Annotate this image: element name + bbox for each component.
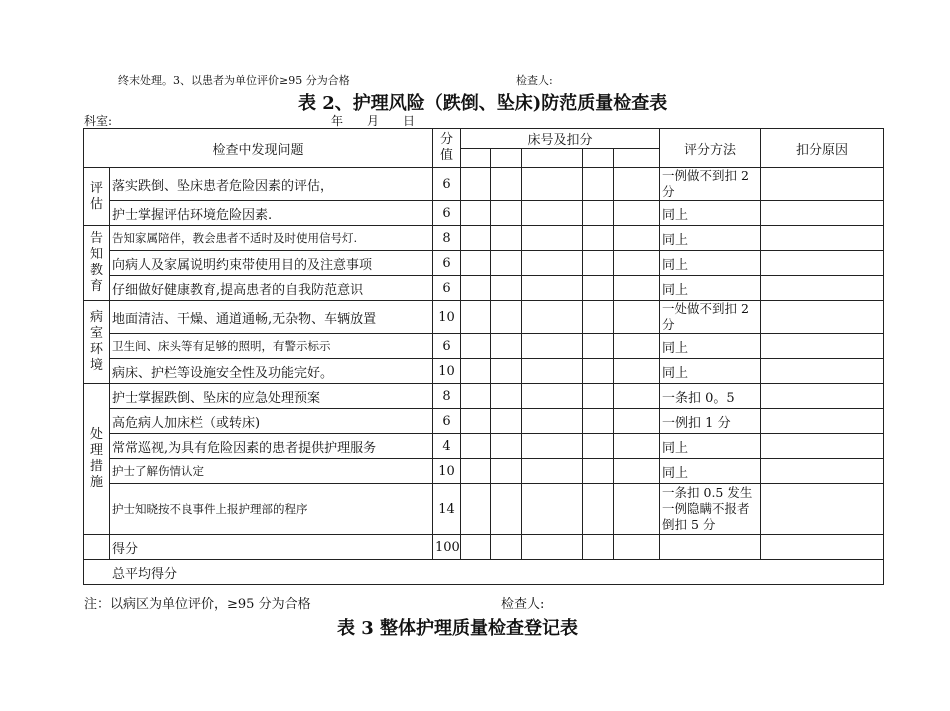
item-text: 护士了解伤情认定 (110, 459, 433, 484)
table3-title: 表 3 整体护理质量检查登记表 (337, 618, 579, 639)
footnote-inspector-label: 检查人: (501, 597, 545, 612)
category-assessment: 评估 (84, 168, 110, 226)
header-bed: 床号及扣分 (461, 129, 660, 149)
header-problems: 检查中发现问题 (84, 129, 433, 168)
table2-footnote: 注：以病区为单位评价，≥95 分为合格 (84, 597, 311, 612)
header-method: 评分方法 (660, 129, 761, 168)
header-score: 分值 (433, 129, 461, 168)
reason-cell[interactable] (761, 535, 884, 560)
reason-cell[interactable] (761, 168, 884, 201)
method-text: 一处做不到扣 2 分 (660, 301, 761, 334)
method-text: 同上 (660, 201, 761, 226)
reason-cell[interactable] (761, 459, 884, 484)
score-value: 6 (433, 276, 461, 301)
score-value: 10 (433, 459, 461, 484)
date-label: 年 月 日 (331, 114, 416, 128)
reason-cell[interactable] (761, 359, 884, 384)
top-note: 终末处理。3、以患者为单位评价≥95 分为合格 (118, 74, 350, 87)
item-text: 地面清洁、干燥、通道通畅,无杂物、车辆放置 (110, 301, 433, 334)
reason-cell[interactable] (761, 226, 884, 251)
item-text: 告知家属陪伴，教会患者不适时及时使用信号灯. (110, 226, 433, 251)
score-value: 6 (433, 334, 461, 359)
reason-cell[interactable] (761, 409, 884, 434)
header-reason: 扣分原因 (761, 129, 884, 168)
bed-cell[interactable] (583, 149, 614, 168)
item-text: 护士掌握跌倒、坠床的应急处理预案 (110, 384, 433, 409)
method-text: 同上 (660, 226, 761, 251)
risk-check-table (83, 128, 884, 585)
average-score-label: 总平均得分 (84, 560, 884, 585)
item-text: 护士知晓按不良事件上报护理部的程序 (110, 484, 433, 535)
reason-cell[interactable] (761, 251, 884, 276)
item-text: 高危病人加床栏（或转床) (110, 409, 433, 434)
score-value: 6 (433, 201, 461, 226)
method-text: 一条扣 0.5 发生一例隐瞒不报者倒扣 5 分 (660, 484, 761, 535)
item-text: 落实跌倒、坠床患者危险因素的评估， (110, 168, 433, 201)
item-text: 常常巡视,为具有危险因素的患者提供护理服务 (110, 434, 433, 459)
reason-cell[interactable] (761, 201, 884, 226)
score-value: 6 (433, 168, 461, 201)
score-value: 6 (433, 251, 461, 276)
item-text: 卫生间、床头等有足够的照明，有警示标示 (110, 334, 433, 359)
method-text: 同上 (660, 459, 761, 484)
method-text: 同上 (660, 334, 761, 359)
method-text: 一例扣 1 分 (660, 409, 761, 434)
reason-cell[interactable] (761, 434, 884, 459)
reason-cell[interactable] (761, 384, 884, 409)
table2-title: 表 2、护理风险（跌倒、坠床)防范质量检查表 (298, 93, 668, 114)
method-text: 同上 (660, 359, 761, 384)
category-measures: 处理措施 (84, 384, 110, 535)
method-text: 同上 (660, 434, 761, 459)
score-value: 10 (433, 301, 461, 334)
reason-cell[interactable] (761, 334, 884, 359)
score-value: 14 (433, 484, 461, 535)
score-value: 8 (433, 384, 461, 409)
category-education: 告知教育 (84, 226, 110, 301)
reason-cell[interactable] (761, 484, 884, 535)
total-score: 100 (433, 535, 461, 560)
total-label: 得分 (110, 535, 433, 560)
reason-cell[interactable] (761, 276, 884, 301)
method-text: 一条扣 0。5 (660, 384, 761, 409)
method-text: 同上 (660, 276, 761, 301)
item-text: 仔细做好健康教育,提高患者的自我防范意识 (110, 276, 433, 301)
item-text: 病床、护栏等设施安全性及功能完好。 (110, 359, 433, 384)
category-environment: 病室环境 (84, 301, 110, 384)
score-value: 4 (433, 434, 461, 459)
score-value: 8 (433, 226, 461, 251)
bed-cell[interactable] (491, 149, 522, 168)
bed-cell[interactable] (461, 149, 491, 168)
method-text: 一例做不到扣 2 分 (660, 168, 761, 201)
top-inspector-label: 检查人: (516, 74, 553, 87)
score-value: 6 (433, 409, 461, 434)
item-text: 护士掌握评估环境危险因素. (110, 201, 433, 226)
score-value: 10 (433, 359, 461, 384)
dept-label: 科室: (84, 114, 113, 128)
bed-cell[interactable] (614, 149, 660, 168)
method-text: 同上 (660, 251, 761, 276)
item-text: 向病人及家属说明约束带使用目的及注意事项 (110, 251, 433, 276)
reason-cell[interactable] (761, 301, 884, 334)
bed-cell[interactable] (522, 149, 583, 168)
